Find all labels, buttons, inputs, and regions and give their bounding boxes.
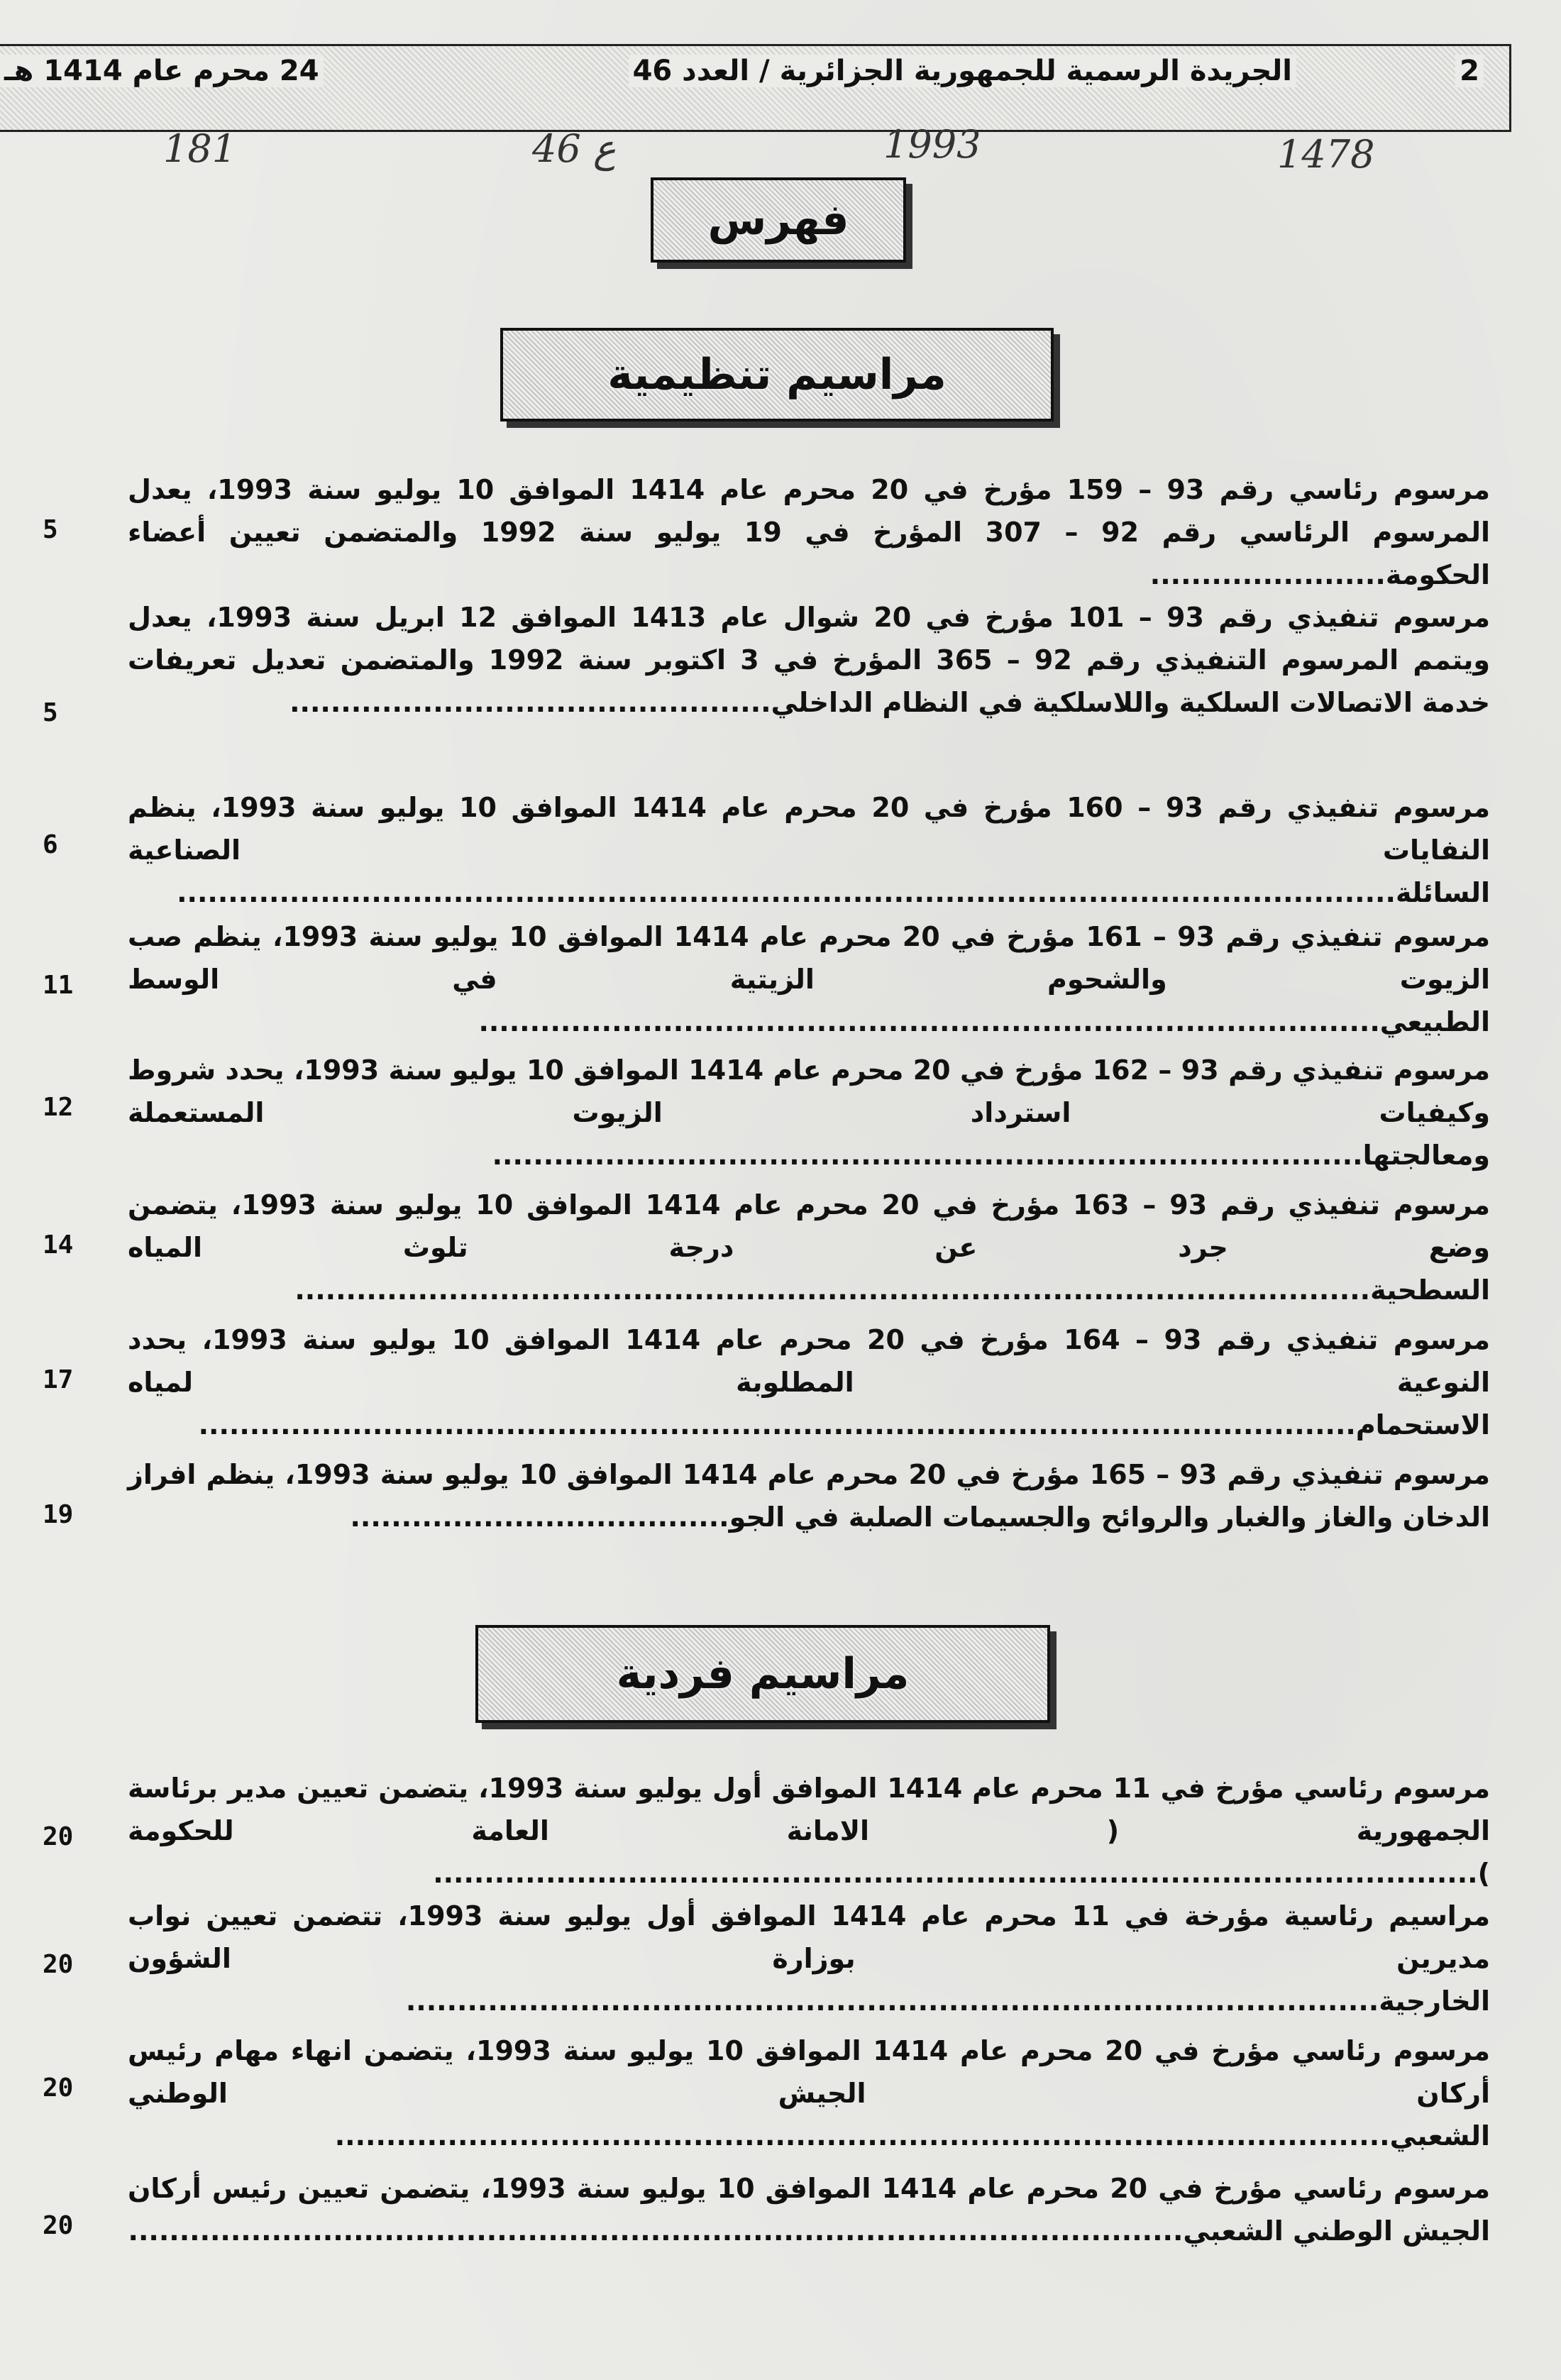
handwritten-note: 46 ع bbox=[532, 126, 617, 171]
entry-text: مراسيم رئاسية مؤرخة في 11 محرم عام 1414 الموافق أول يوليو سنة 1993، تتضمن تعيين نواب مديرين بوزارة الشؤون الخارجية............................................................................................... bbox=[128, 1900, 1490, 2017]
entry-text: مرسوم تنفيذي رقم 93 – 165 مؤرخ في 20 محرم عام 1414 الموافق 10 يوليو سنة 1993، ينظم افراز الدخان والغاز والغبار والروائح والجسيمات الصلبة في الجو..................................... bbox=[128, 1459, 1491, 1533]
entry-text: مرسوم رئاسي مؤرخ في 11 محرم عام 1414 الموافق أول يوليو سنة 1993، يتضمن تعيين مدير برئاسة الجمهورية ( الامانة العامة للحكومة )...................................................................................................... bbox=[128, 1773, 1491, 1889]
header-title: الجريدة الرسمية للجمهورية الجزائرية / العدد 46 bbox=[629, 55, 1296, 87]
entry-text: مرسوم رئاسي مؤرخ في 20 محرم عام 1414 الموافق 10 يوليو سنة 1993، يتضمن انهاء مهام رئيس أركان الجيش الوطني الشعبي....................................................................................................... bbox=[128, 2035, 1490, 2152]
index-title-box bbox=[651, 177, 906, 263]
entry-page-number: 5 bbox=[43, 515, 58, 544]
entry-page-number: 6 bbox=[43, 830, 58, 859]
regulatory-decrees-title-box bbox=[500, 328, 1054, 422]
entry-page-number: 5 bbox=[43, 698, 58, 727]
regulatory-decrees-title: مراسيم تنظيمية bbox=[607, 350, 947, 400]
entry-text: مرسوم تنفيذي رقم 93 – 101 مؤرخ في 20 شوال عام 1413 الموافق 12 ابريل سنة 1993، يعدل ويتمم المرسوم التنفيذي رقم 92 – 365 المؤرخ في 3 اكتوبر سنة 1992 والمتضمن تعديل تعريفات خدمة الاتصالات السلكية واللاسلكية في النظام الداخلي............................................... bbox=[128, 602, 1491, 718]
individual-decrees-title: مراسيم فردية bbox=[616, 1649, 910, 1699]
entry-page-number: 20 bbox=[43, 2073, 74, 2103]
entry-text: مرسوم تنفيذي رقم 93 – 163 مؤرخ في 20 محرم عام 1414 الموافق 10 يوليو سنة 1993، يتضمن وضع جرد عن درجة تلوث المياه السطحية......................................................................................................... bbox=[128, 1189, 1491, 1306]
header-page-number: 2 bbox=[1455, 55, 1484, 87]
entry-page-number: 17 bbox=[43, 1365, 74, 1394]
entry-text: مرسوم رئاسي مؤرخ في 20 محرم عام 1414 الموافق 10 يوليو سنة 1993، يتضمن تعيين رئيس أركان الجيش الوطني الشعبي....................................................................................................... bbox=[128, 2173, 1490, 2247]
header-date: 24 محرم عام 1414 هـ bbox=[0, 55, 324, 87]
individual-decrees-title-box bbox=[475, 1625, 1050, 1723]
handwritten-note: 1478 bbox=[1277, 132, 1375, 177]
handwritten-note: 1993 bbox=[883, 122, 981, 167]
entry-page-number: 20 bbox=[43, 1950, 74, 1979]
entry-page-number: 11 bbox=[43, 971, 74, 1000]
entry-page-number: 14 bbox=[43, 1230, 74, 1260]
entry-text: مرسوم تنفيذي رقم 93 – 164 مؤرخ في 20 محرم عام 1414 الموافق 10 يوليو سنة 1993، يحدد النوعية المطلوبة لمياه الاستحمام................................................................................................................. bbox=[128, 1324, 1491, 1440]
entry-text: مرسوم رئاسي رقم 93 – 159 مؤرخ في 20 محرم عام 1414 الموافق 10 يوليو سنة 1993، يعدل المرسوم الرئاسي رقم 92 – 307 المؤرخ في 19 يوليو سنة 1992 والمتضمن تعيين أعضاء الحكومة....................... bbox=[128, 474, 1491, 590]
page-header bbox=[0, 44, 1511, 132]
entry-page-number: 12 bbox=[43, 1093, 74, 1122]
entry-page-number: 19 bbox=[43, 1500, 74, 1529]
handwritten-note: 181 bbox=[163, 126, 237, 171]
entry-text: مرسوم تنفيذي رقم 93 – 160 مؤرخ في 20 محرم عام 1414 الموافق 10 يوليو سنة 1993، ينظم النفايات الصناعية السائلة....................................................................................................................... bbox=[128, 792, 1490, 908]
entry-text: مرسوم تنفيذي رقم 93 – 162 مؤرخ في 20 محرم عام 1414 الموافق 10 يوليو سنة 1993، يحدد شروط وكيفيات استرداد الزيوت المستعملة ومعالجتها..................................................................................... bbox=[128, 1054, 1491, 1171]
entry-page-number: 20 bbox=[43, 1822, 74, 1851]
index-title: فهرس bbox=[707, 195, 849, 245]
entry-page-number: 20 bbox=[43, 2211, 74, 2240]
entry-text: مرسوم تنفيذي رقم 93 – 161 مؤرخ في 20 محرم عام 1414 الموافق 10 يوليو سنة 1993، ينظم صب الزيوت والشحوم الزيتية في الوسط الطبيعي........................................................................................ bbox=[128, 921, 1491, 1037]
